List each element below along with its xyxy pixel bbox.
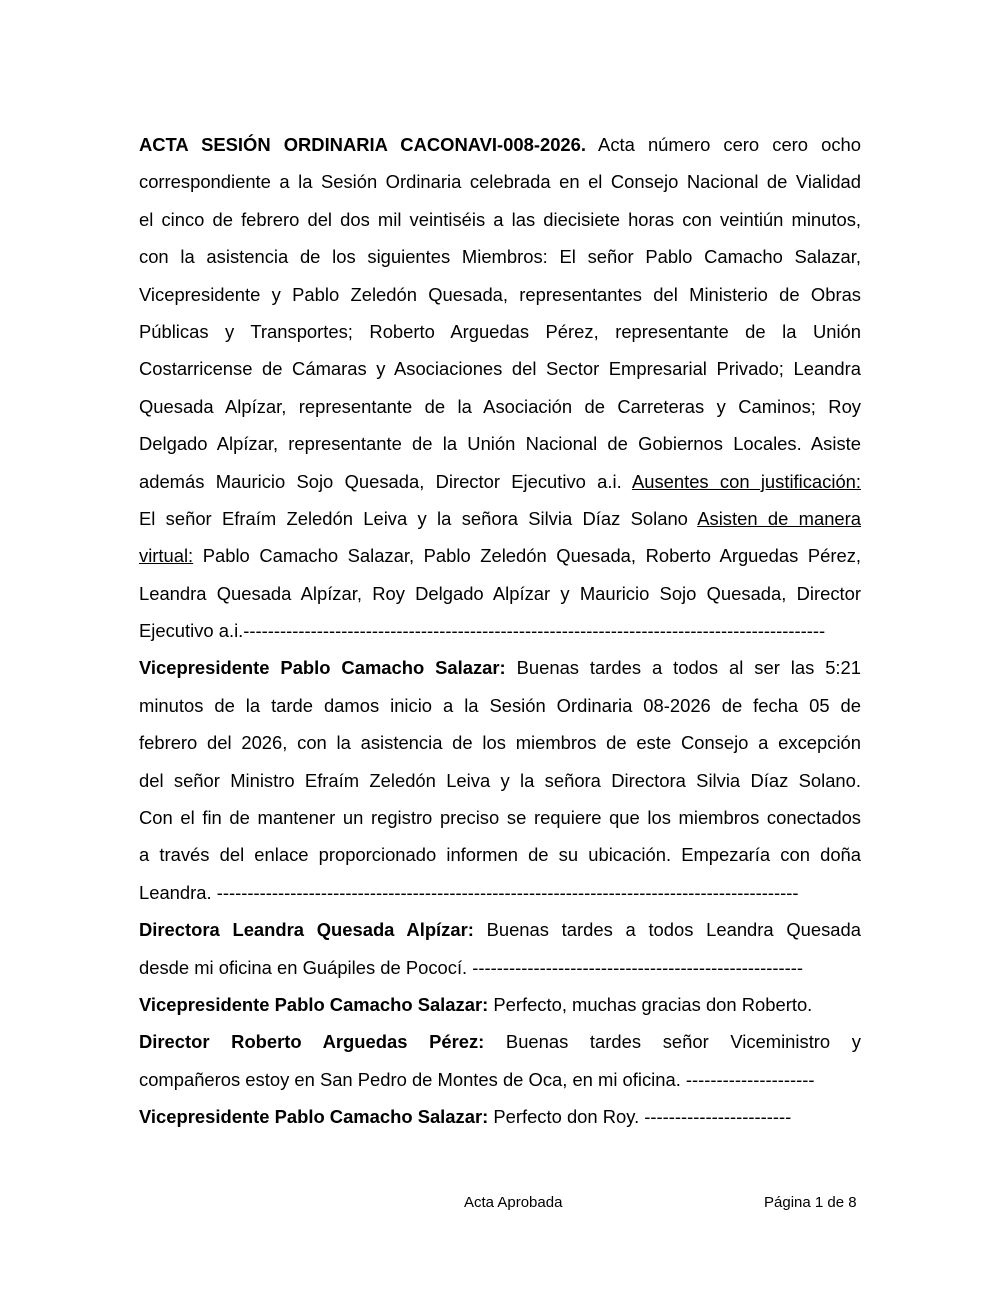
text-line (139, 836, 861, 873)
text-line (139, 388, 861, 425)
text-line (139, 1023, 861, 1060)
text-line (139, 1061, 861, 1098)
text-line (139, 238, 861, 275)
line-text: compañeros estoy en San Pedro de Montes de Oca, en mi oficina. --------------------- (139, 1068, 815, 1090)
text-line (139, 1098, 861, 1135)
text-line (139, 126, 861, 163)
line-text: del señor Ministro Efraím Zeledón Leiva y la señora Directora Silvia Díaz Solano. (139, 769, 861, 791)
line-text: con la asistencia de los siguientes Miembros: El señor Pablo Camacho Salazar, (139, 246, 861, 268)
line-text: Delgado Alpízar, representante de la Unión Nacional de Gobiernos Locales. Asiste (139, 433, 861, 455)
speaker-label: ACTA SESIÓN ORDINARIA CACONAVI-008-2026. (139, 134, 586, 155)
line-text: febrero del 2026, con la asistencia de los miembros de este Consejo a excepción (139, 732, 861, 754)
text-line (139, 649, 861, 686)
line-text: Perfecto don Roy. ------------------------ (488, 1106, 792, 1128)
underlined-text: Asisten de manera (697, 507, 861, 529)
text-line (139, 201, 861, 238)
text-line (139, 276, 861, 313)
line-text: Leandra Quesada Alpízar, Roy Delgado Alpízar y Mauricio Sojo Quesada, Director (139, 582, 861, 604)
text-line (139, 911, 861, 948)
line-text: Acta número cero cero ocho (585, 134, 861, 155)
line-text: Vicepresidente y Pablo Zeledón Quesada, representantes del Ministerio de Obras (139, 283, 861, 305)
speaker-label: Vicepresidente Pablo Camacho Salazar: (139, 657, 506, 679)
text-line (139, 612, 861, 649)
speaker-label: Vicepresidente Pablo Camacho Salazar: (139, 1106, 489, 1128)
underlined-text: virtual: (139, 545, 194, 567)
line-text: Perfecto, muchas gracias don Roberto. (488, 993, 813, 1015)
speaker-label: Vicepresidente Pablo Camacho Salazar: (139, 993, 489, 1015)
line-text: Buenas tardes a todos al ser las 5:21 (505, 657, 861, 679)
line-text: además Mauricio Sojo Quesada, Director Ejecutivo a.i. (139, 470, 632, 492)
text-line (139, 537, 861, 574)
text-line (139, 500, 861, 537)
line-text: Costarricense de Cámaras y Asociaciones del Sector Empresarial Privado; Leandra (139, 358, 861, 380)
speaker-label: Director Roberto Arguedas Pérez: (139, 1031, 485, 1053)
text-line (139, 799, 861, 836)
line-text: Ejecutivo a.i.----------------------------------------------------------------------------------------------- (139, 620, 826, 642)
text-line (139, 687, 861, 724)
line-text: desde mi oficina en Guápiles de Pococí. ------------------------------------------------------ (139, 956, 803, 978)
minutes-body (139, 126, 861, 1136)
text-line (139, 425, 861, 462)
text-line (139, 724, 861, 761)
line-text: El señor Efraím Zeledón Leiva y la señora Silvia Díaz Solano (139, 507, 698, 529)
text-line (139, 463, 861, 500)
line-text: Con el fin de mantener un registro preciso se requiere que los miembros conectados (139, 807, 861, 829)
text-line (139, 313, 861, 350)
line-text: Buenas tardes a todos Leandra Quesada (473, 919, 861, 941)
footer-page-number: Página 1 de 8 (764, 1194, 857, 1211)
text-line (139, 350, 861, 387)
line-text: el cinco de febrero del dos mil veintiséis a las diecisiete horas con veintiún minutos, (139, 208, 861, 230)
text-line (139, 949, 861, 986)
line-text: Leandra. ----------------------------------------------------------------------------------------------- (139, 881, 799, 903)
line-text: a través del enlace proporcionado informen de su ubicación. Empezaría con doña (139, 844, 861, 866)
line-text: minutos de la tarde damos inicio a la Sesión Ordinaria 08-2026 de fecha 05 de (139, 694, 861, 716)
line-text: correspondiente a la Sesión Ordinaria celebrada en el Consejo Nacional de Vialidad (139, 171, 861, 193)
text-line (139, 874, 861, 911)
line-text: Públicas y Transportes; Roberto Arguedas Pérez, representante de la Unión (139, 320, 861, 342)
text-line (139, 762, 861, 799)
text-line (139, 575, 861, 612)
line-text: Pablo Camacho Salazar, Pablo Zeledón Quesada, Roberto Arguedas Pérez, (193, 545, 861, 567)
line-text: Quesada Alpízar, representante de la Asociación de Carreteras y Caminos; Roy (139, 395, 861, 417)
text-line (139, 163, 861, 200)
text-line (139, 986, 861, 1023)
underlined-text: Ausentes con justificación: (631, 470, 862, 492)
speaker-label: Directora Leandra Quesada Alpízar: (139, 919, 474, 941)
line-text: Buenas tardes señor Viceministro y (484, 1031, 861, 1053)
footer-status: Acta Aprobada (464, 1194, 563, 1211)
